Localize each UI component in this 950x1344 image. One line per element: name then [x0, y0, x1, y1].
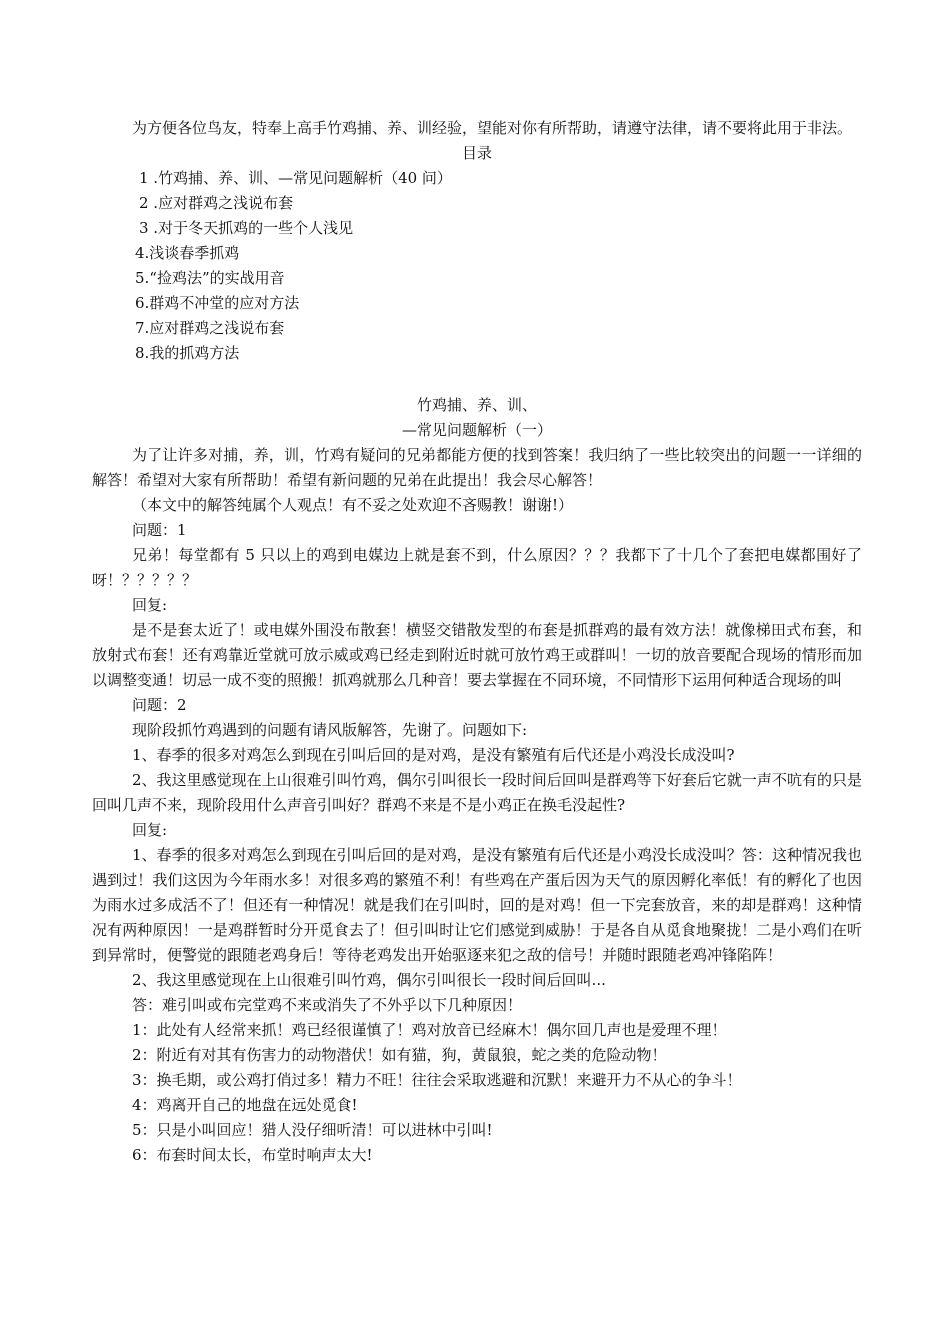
body-paragraph: 1、春季的很多对鸡怎么到现在引叫后回的是对鸡，是没有繁殖有后代还是小鸡没长成没叫？答：这种情况我也遇到过！我们这因为今年雨水多！对很多鸡的繁殖不利！有些鸡在产蛋后因为天气的原因孵化率低！有的孵化了也因为雨水过多成活不了！但还有一种情况！就是我们在引叫时，回的是对鸡！但一下完套放音，来的却是群鸡！这种情况有两种原因！一是鸡群暂时分开觅食去了！但引叫时让它们感觉到威胁！于是各自从觅食地聚拢！二是小鸡们在听到异常时，便警觉的跟随老鸡身后！等待老鸡发出开始驱逐来犯之敌的信号！并随时跟随老鸡冲锋陷阵！	[92, 846, 862, 964]
body-paragraph: 现阶段抓竹鸡遇到的问题有请风版解答，先谢了。问题如下:	[132, 721, 528, 739]
toc-heading: 目录	[461, 144, 492, 162]
list-item: 3：换毛期，或公鸡打俏过多！精力不旺！往往会采取逃避和沉默！来避开力不从心的争斗！	[132, 1071, 742, 1089]
toc-item: 6.群鸡不冲堂的应对方法	[135, 294, 300, 312]
reply-label: 回复:	[132, 821, 168, 839]
intro-paragraph: 为方便各位鸟友，特奉上高手竹鸡捕、养、训经验，望能对你有所帮助，请遵守法律，请不要将此用于非法。	[132, 119, 853, 137]
toc-item: 1 .竹鸡捕、养、训、—常见问题解析（40 问）	[139, 169, 452, 187]
toc-item: 3 .对于冬天抓鸡的一些个人浅见	[139, 219, 354, 237]
list-item: 1：此处有人经常来抓！鸡已经很谨慎了！鸡对放音已经麻木！偶尔回几声也是爱理不理！	[132, 1021, 727, 1039]
toc-item: 4.浅谈春季抓鸡	[135, 244, 240, 262]
article-body	[92, 443, 862, 1168]
reply-label: 回复:	[132, 596, 168, 614]
list-item: 4：鸡离开自己的地盘在远处觅食!	[132, 1096, 358, 1114]
toc-item: 7.应对群鸡之浅说布套	[135, 319, 285, 337]
body-paragraph: 答：难引叫或布完堂鸡不来或消失了不外乎以下几种原因！	[132, 996, 523, 1014]
body-paragraph: 兄弟！每堂都有 5 只以上的鸡到电媒边上就是套不到，什么原因？？？我都下了十几个了套把电媒都围好了呀！？？？？？	[92, 546, 862, 589]
body-paragraph: （本文中的解答纯属个人观点！有不妥之处欢迎不吝赐教！谢谢!）	[132, 496, 574, 514]
list-item: 5：只是小叫回应！猎人没仔细听清！可以进林中引叫!	[132, 1121, 493, 1139]
article-subtitle: —常见问题解析（一）	[401, 421, 552, 439]
list-item: 2：附近有对其有伤害力的动物潜伏！如有猫，狗，黄鼠狼，蛇之类的危险动物！	[132, 1046, 667, 1064]
body-paragraph: 1、春季的很多对鸡怎么到现在引叫后回的是对鸡，是没有繁殖有后代还是小鸡没长成没叫?	[132, 746, 735, 764]
toc-item: 2 .应对群鸡之浅说布套	[139, 194, 294, 212]
question-label: 问题：1	[132, 521, 187, 539]
body-paragraph: 2、我这里感觉现在上山很难引叫竹鸡，偶尔引叫很长一段时间后回叫是群鸡等下好套后它就一声不吭有的只是回叫几声不来，现阶段用什么声音引叫好？群鸡不来是不是小鸡正在换毛没起性?	[92, 771, 862, 814]
document-page	[92, 116, 862, 1168]
table-of-contents	[92, 166, 862, 366]
list-item: 6：布套时间太长，布堂时响声太大!	[132, 1146, 373, 1164]
section-spacer	[92, 366, 862, 391]
body-paragraph: 是不是套太近了！或电媒外围没布散套！横竖交错散发型的布套是抓群鸡的最有效方法！就像梯田式布套，和放射式布套！还有鸡靠近堂就可放示威或鸡已经走到附近时就可放竹鸡王或群叫！一切的放音要配合现场的情形而加以调整变通！切忌一成不变的照搬！抓鸡就那么几种音！要去掌握在不同环境，不同情形下运用何种适合现场的叫	[92, 621, 862, 689]
toc-item: 8.我的抓鸡方法	[135, 344, 240, 362]
body-paragraph: 2、我这里感觉现在上山很难引叫竹鸡，偶尔引叫很长一段时间后回叫...	[132, 971, 606, 989]
article-title: 竹鸡捕、养、训、	[416, 396, 537, 414]
toc-item: 5.“捡鸡法”的实战用音	[135, 269, 285, 287]
body-paragraph: 为了让许多对捕，养，训，竹鸡有疑问的兄弟都能方便的找到答案！我归纳了一些比较突出的问题一一详细的解答！希望对大家有所帮助！希望有新问题的兄弟在此提出！我会尽心解答！	[92, 446, 862, 489]
question-label: 问题：2	[132, 696, 187, 714]
